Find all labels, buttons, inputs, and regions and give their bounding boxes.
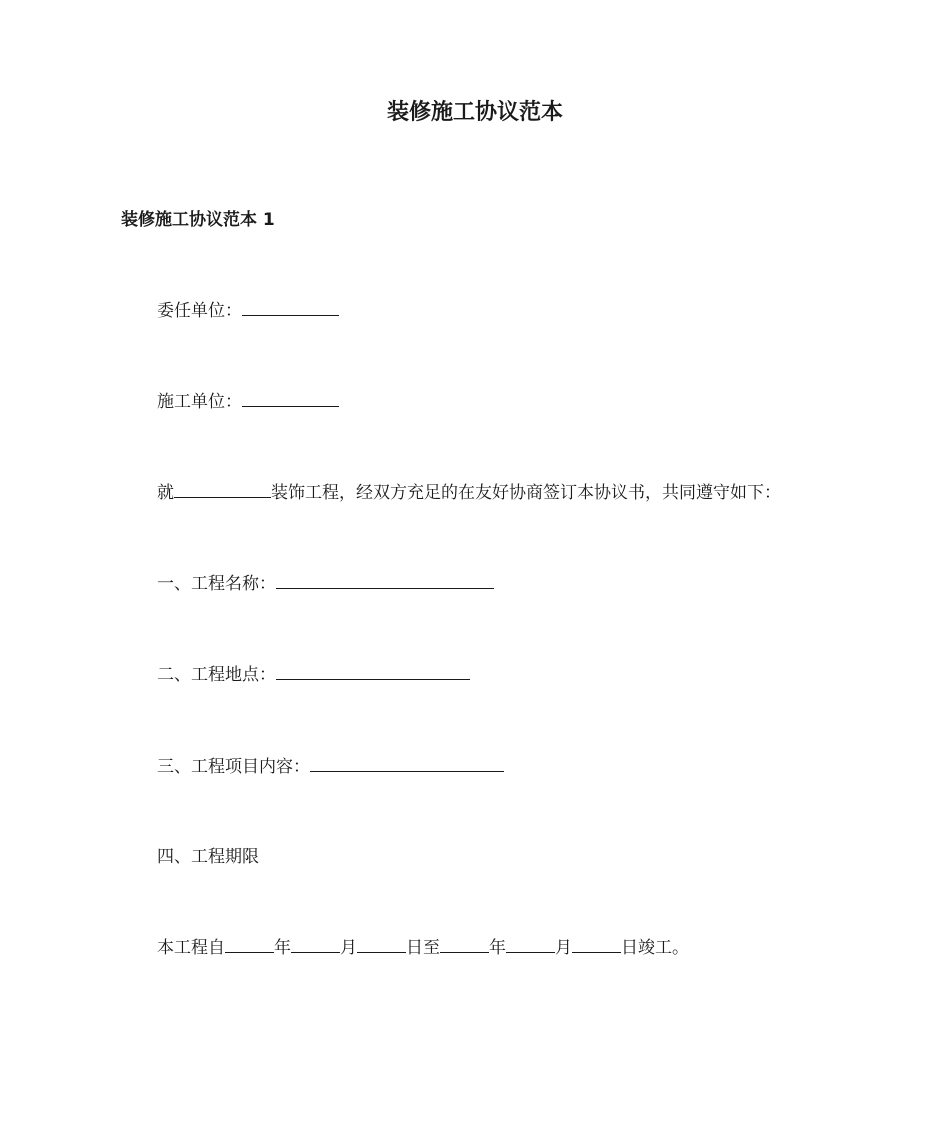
item-project-content xyxy=(157,754,504,780)
start-month-blank xyxy=(291,938,340,953)
item-project-location-label: 二、工程地点： xyxy=(157,665,276,685)
end-year-blank xyxy=(440,938,489,953)
item-project-name-label: 一、工程名称： xyxy=(157,574,276,594)
client-label: 委任单位： xyxy=(157,301,242,321)
schedule-line xyxy=(157,935,689,961)
contractor-label: 施工单位： xyxy=(157,392,242,412)
day-to-label: 日至 xyxy=(406,938,440,958)
start-day-blank xyxy=(357,938,406,953)
project-location-blank xyxy=(276,665,470,680)
project-name-blank xyxy=(276,574,494,589)
intro-suffix: 装饰工程，经双方充足的在友好协商签订本协议书，共同遵守如下： xyxy=(271,483,781,503)
item-project-content-label: 三、工程项目内容： xyxy=(157,757,310,777)
start-year-blank xyxy=(225,938,274,953)
end-year-label: 年 xyxy=(489,938,506,958)
section-title: 装修施工协议范本 1 xyxy=(121,210,275,230)
contractor-line xyxy=(157,389,339,415)
schedule-prefix: 本工程自 xyxy=(157,938,225,958)
intro-prefix: 就 xyxy=(157,483,174,503)
contractor-blank xyxy=(242,392,339,407)
project-content-blank xyxy=(310,757,504,772)
start-year-label: 年 xyxy=(274,938,291,958)
item-project-name xyxy=(157,571,494,597)
end-month-label: 月 xyxy=(555,938,572,958)
intro-line xyxy=(157,480,781,506)
document-title: 装修施工协议范本 xyxy=(386,100,563,125)
client-line xyxy=(157,298,339,324)
item-project-location xyxy=(157,662,470,688)
end-day-blank xyxy=(572,938,621,953)
client-blank xyxy=(242,301,339,316)
item-project-period xyxy=(157,844,259,870)
schedule-suffix: 日竣工。 xyxy=(621,938,689,958)
start-month-label: 月 xyxy=(340,938,357,958)
item-project-period-label: 四、工程期限 xyxy=(157,847,259,867)
end-month-blank xyxy=(506,938,555,953)
project-blank xyxy=(174,483,271,498)
